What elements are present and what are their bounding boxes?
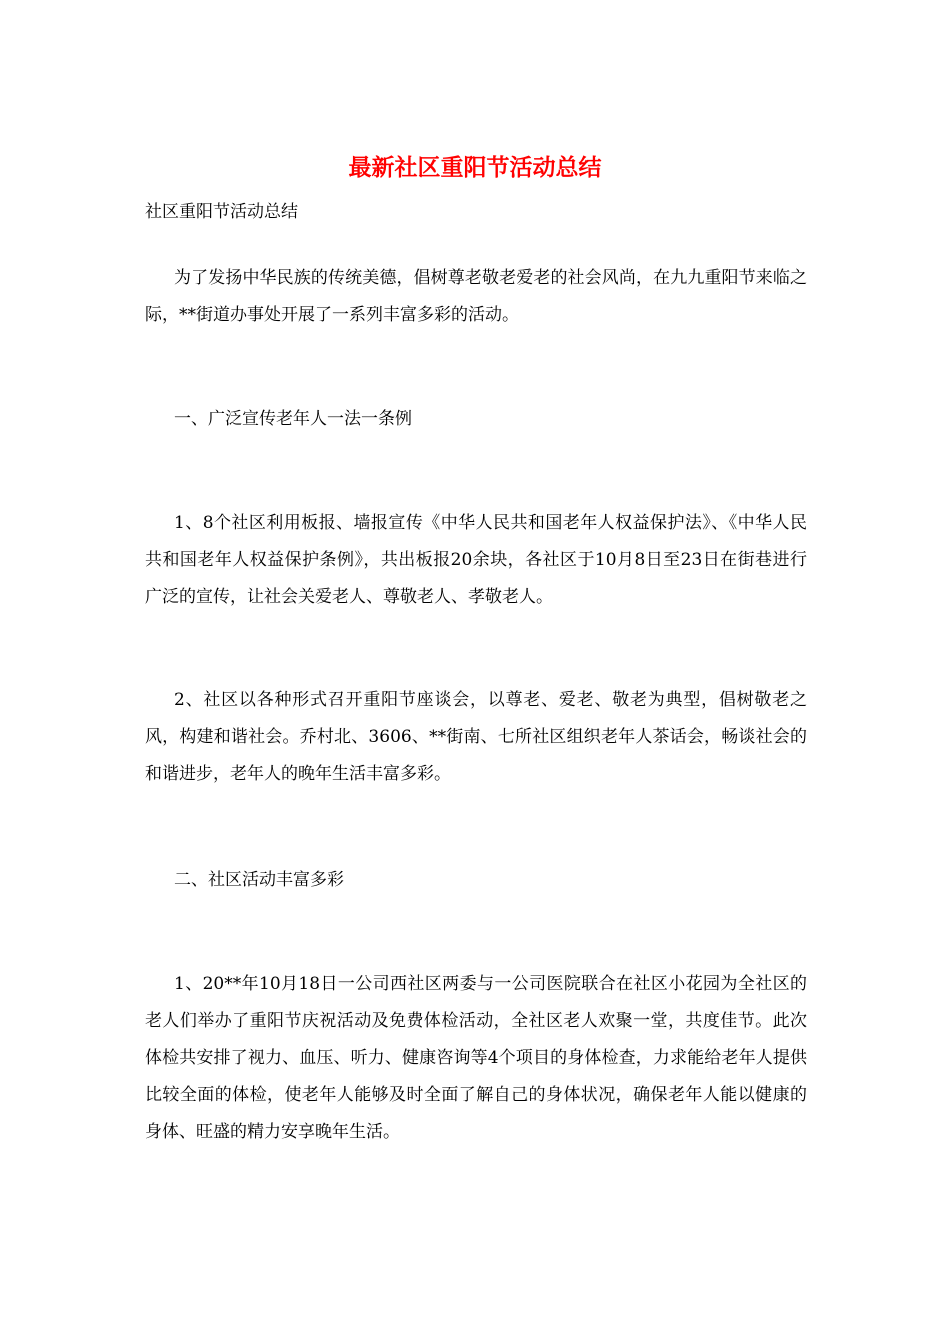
- document-subtitle: 社区重阳节活动总结: [145, 202, 298, 222]
- section-1-item-1: 1、8个社区利用板报、墙报宣传《中华人民共和国老年人权益保护法》、《中华人民共和国老年人权益保护条例》，共出板报20余块，各社区于10月8日至23日在街巷进行广泛的宣传，让社会关爱老人、尊敬老人、孝敬老人。: [145, 513, 807, 607]
- section-1-item-2: 2、社区以各种形式召开重阳节座谈会，以尊老、爱老、敬老为典型，倡树敬老之风，构建和谐社会。乔村北、3606、**街南、七所社区组织老年人茶话会，畅谈社会的和谐进步，老年人的晚年生活丰富多彩。: [145, 690, 807, 784]
- section-2-heading: 二、社区活动丰富多彩: [174, 870, 344, 890]
- page-title: 最新社区重阳节活动总结: [348, 154, 602, 181]
- section-2-item-1: 1、20**年10月18日一公司西社区两委与一公司医院联合在社区小花园为全社区的老人们举办了重阳节庆祝活动及免费体检活动，全社区老人欢聚一堂，共度佳节。此次体检共安排了视力、血压、听力、健康咨询等4个项目的身体检查，力求能给老年人提供比较全面的体检，使老年人能够及时全面了解自己的身体状况，确保老年人能以健康的身体、旺盛的精力安享晚年生活。: [145, 974, 807, 1142]
- intro-paragraph: 为了发扬中华民族的传统美德，倡树尊老敬老爱老的社会风尚，在九九重阳节来临之际，**街道办事处开展了一系列丰富多彩的活动。: [145, 268, 807, 325]
- section-1-heading: 一、广泛宣传老年人一法一条例: [174, 409, 412, 429]
